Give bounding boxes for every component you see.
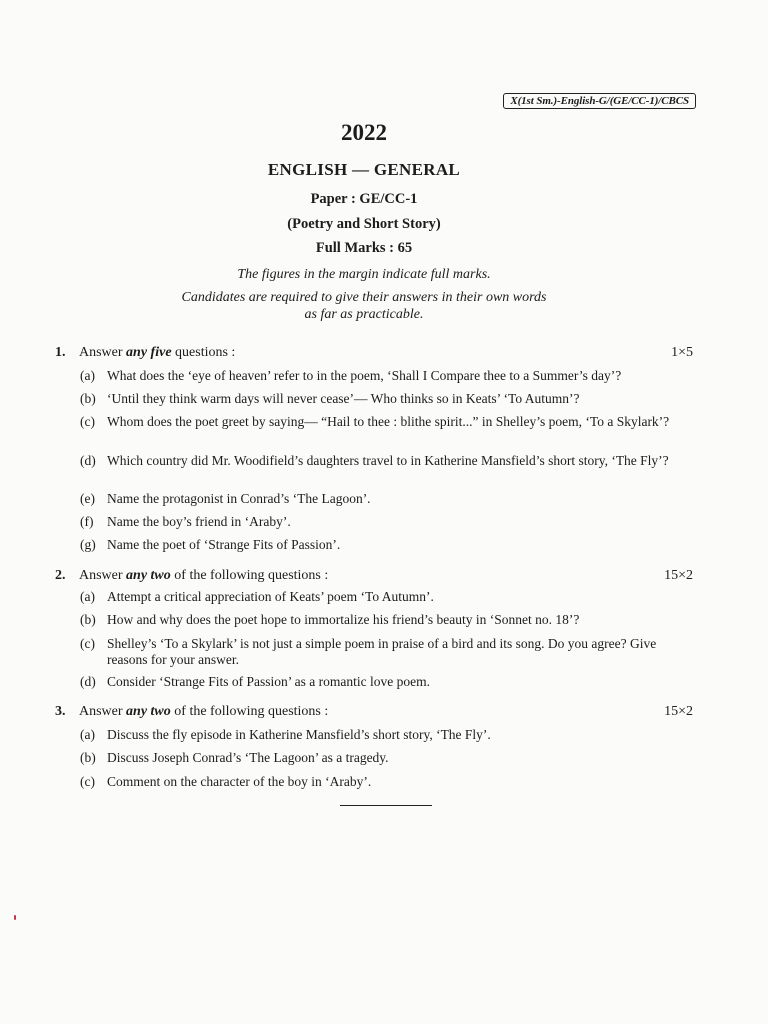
question-2b: (b) How and why does the poet hope to immortalize his friend’s beauty in ‘Sonnet no. 18’? [80,612,580,627]
question-1b: (b) ‘Until they think warm days will never cease’— Who thinks so in Keats’ ‘To Autumn’? [80,391,580,406]
question-1f: (f) Name the boy’s friend in ‘Araby’. [80,514,291,529]
question-2-header: 2. Answer any two of the following questions : 15×2 [55,568,693,583]
instruction-marks: The figures in the margin indicate full marks. [237,267,491,282]
question-marks: 15×2 [664,568,693,583]
question-1d: (d) Which country did Mr. Woodifield’s daughters travel to in Katherine Mansfield’s short story, ‘The Fly’? [80,453,669,468]
question-2c: (c) Shelley’s ‘To a Skylark’ is not just a simple poem in praise of a bird and its song. Do you agree? Give reasons for your answer. [80,636,657,667]
question-1-header: 1. Answer any five questions : 1×5 [55,345,693,360]
question-marks: 15×2 [664,704,693,719]
question-number: 3. [55,704,66,719]
question-1a: (a) What does the ‘eye of heaven’ refer to in the poem, ‘Shall I Compare thee to a Summer’s day’? [80,368,622,383]
scan-mark [14,915,16,920]
exam-year: 2022 [341,120,387,145]
question-number: 1. [55,345,66,360]
question-3c: (c) Comment on the character of the boy in ‘Araby’. [80,774,372,789]
question-2a: (a) Attempt a critical appreciation of Keats’ poem ‘To Autumn’. [80,589,434,604]
paper-title: ENGLISH — GENERAL [267,160,461,179]
question-choice: any five [126,345,172,360]
question-1g: (g) Name the poet of ‘Strange Fits of Passion’. [80,537,341,552]
paper-subtitle: (Poetry and Short Story) [287,216,441,232]
end-divider [340,805,432,806]
question-marks: 1×5 [671,345,693,360]
question-1e: (e) Name the protagonist in Conrad’s ‘The Lagoon’. [80,491,371,506]
question-3a: (a) Discuss the fly episode in Katherine Mansfield’s short story, ‘The Fly’. [80,727,491,742]
paper-code-box: X(1st Sm.)-English-G/(GE/CC-1)/CBCS [503,93,696,109]
question-3b: (b) Discuss Joseph Conrad’s ‘The Lagoon’ as a tragedy. [80,750,389,765]
paper-code: Paper : GE/CC-1 [310,191,418,207]
question-choice: any two [126,704,171,719]
question-3-header: 3. Answer any two of the following questions : 15×2 [55,704,693,719]
full-marks: Full Marks : 65 [315,240,413,256]
instruction-own-words: Candidates are required to give their answers in their own words [181,290,547,305]
question-2d: (d) Consider ‘Strange Fits of Passion’ as a romantic love poem. [80,674,430,689]
question-number: 2. [55,568,66,583]
question-choice: any two [126,568,171,583]
question-1c: (c) Whom does the poet greet by saying— “Hail to thee : blithe spirit...” in Shelley’s poem, ‘To a Skylark’? [80,414,670,429]
instruction-practicable: as far as practicable. [304,307,424,322]
